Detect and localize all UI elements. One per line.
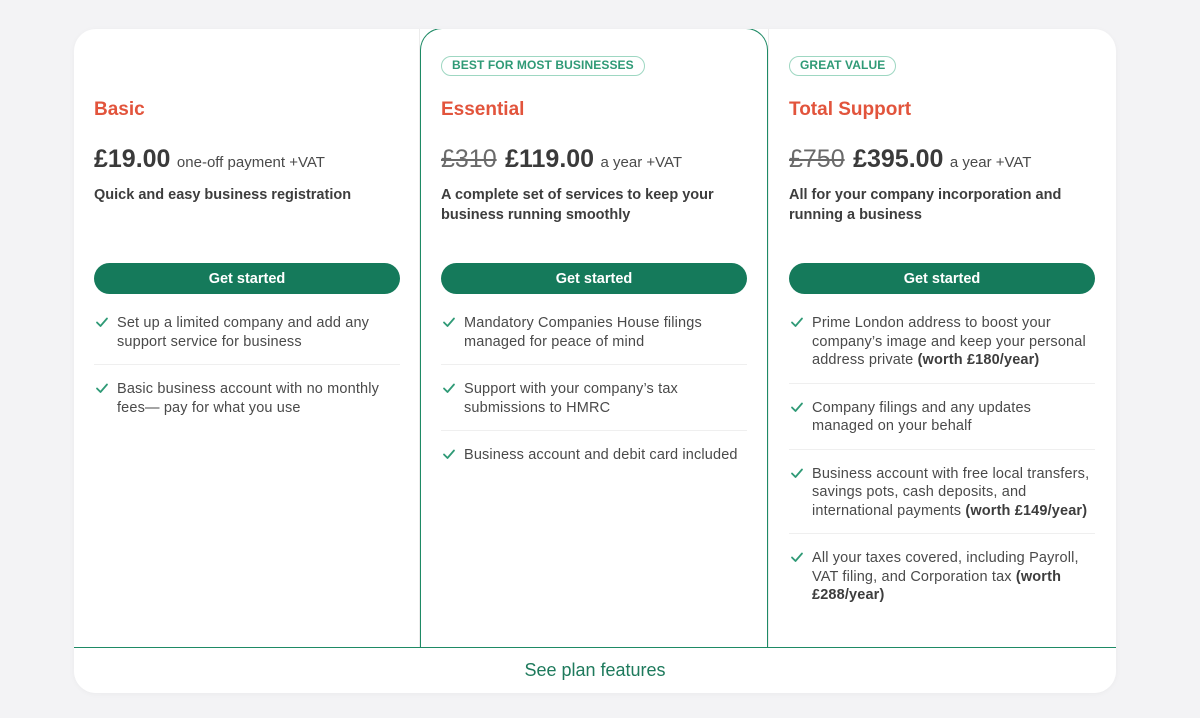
feature-item [441, 379, 747, 431]
feature-text: Business account and debit card included [464, 447, 738, 463]
plan-badge: BEST FOR MOST BUSINESSES [441, 56, 645, 76]
old-price: £750 [789, 145, 845, 173]
plan-name: Essential [441, 99, 525, 120]
feature-text: Prime London address to boost your company’s image and keep your personal address private [812, 315, 1086, 368]
feature-list [789, 313, 1095, 632]
plan-tagline: A complete set of services to keep your business running smoothly [441, 187, 714, 223]
old-price: £310 [441, 145, 497, 173]
price-row [789, 145, 1031, 174]
get-started-button-total-support[interactable]: Get started [789, 263, 1095, 294]
plan-badge: GREAT VALUE [789, 56, 896, 76]
price-row [441, 145, 682, 174]
plan-price: £19.00 [94, 145, 171, 173]
plan-price: £119.00 [505, 145, 595, 173]
feature-item [94, 379, 400, 430]
check-icon [442, 381, 456, 395]
feature-list [441, 313, 747, 492]
plan-tagline: All for your company incorporation and running a business [789, 187, 1062, 223]
check-icon [442, 315, 456, 329]
feature-item [441, 445, 747, 478]
plan-card-essential [420, 29, 768, 647]
feature-item [789, 464, 1095, 535]
get-started-button-essential[interactable]: Get started [441, 263, 747, 294]
feature-item [789, 313, 1095, 384]
see-plan-features-link[interactable]: See plan features [74, 647, 1116, 693]
feature-item [441, 313, 747, 365]
check-icon [790, 400, 804, 414]
feature-text: Set up a limited company and add any support service for business [117, 315, 370, 350]
price-row [94, 145, 325, 174]
feature-text: Business account with free local transfers, savings pots, cash deposits, and international payments [812, 465, 1090, 519]
feature-worth: (worth £180/year) [917, 352, 1040, 368]
feature-worth: (worth £288/year) [812, 568, 1062, 603]
price-suffix: one-off payment +VAT [176, 154, 325, 171]
feature-worth: (worth £149/year) [965, 502, 1088, 519]
plan-name: Basic [94, 99, 145, 120]
check-icon [790, 466, 804, 480]
feature-text: Support with your company’s tax submissions to HMRC [464, 381, 678, 416]
feature-item [789, 548, 1095, 618]
price-suffix: a year +VAT [949, 154, 1032, 171]
pricing-panel [74, 29, 1116, 693]
plan-name: Total Support [789, 99, 912, 120]
feature-text: Mandatory Companies House filings managed for peace of mind [464, 315, 702, 350]
check-icon [442, 447, 456, 461]
check-icon [790, 550, 804, 564]
feature-text: Basic business account with no monthly fees— pay for what you use [117, 381, 379, 416]
feature-list [94, 313, 400, 444]
check-icon [790, 315, 804, 329]
get-started-button-basic[interactable]: Get started [94, 263, 400, 294]
plan-card-total-support [768, 29, 1116, 647]
plan-tagline: Quick and easy business registration [94, 187, 352, 203]
feature-item [789, 398, 1095, 450]
price-suffix: a year +VAT [600, 154, 683, 171]
feature-text: All your taxes covered, including Payroll, VAT filing, and Corporation tax [812, 550, 1079, 585]
check-icon [95, 381, 109, 395]
check-icon [95, 315, 109, 329]
feature-text: Company filings and any updates managed on your behalf [812, 399, 1032, 434]
plan-price: £395.00 [853, 145, 944, 173]
plan-card-basic [74, 29, 420, 647]
feature-item [94, 313, 400, 365]
